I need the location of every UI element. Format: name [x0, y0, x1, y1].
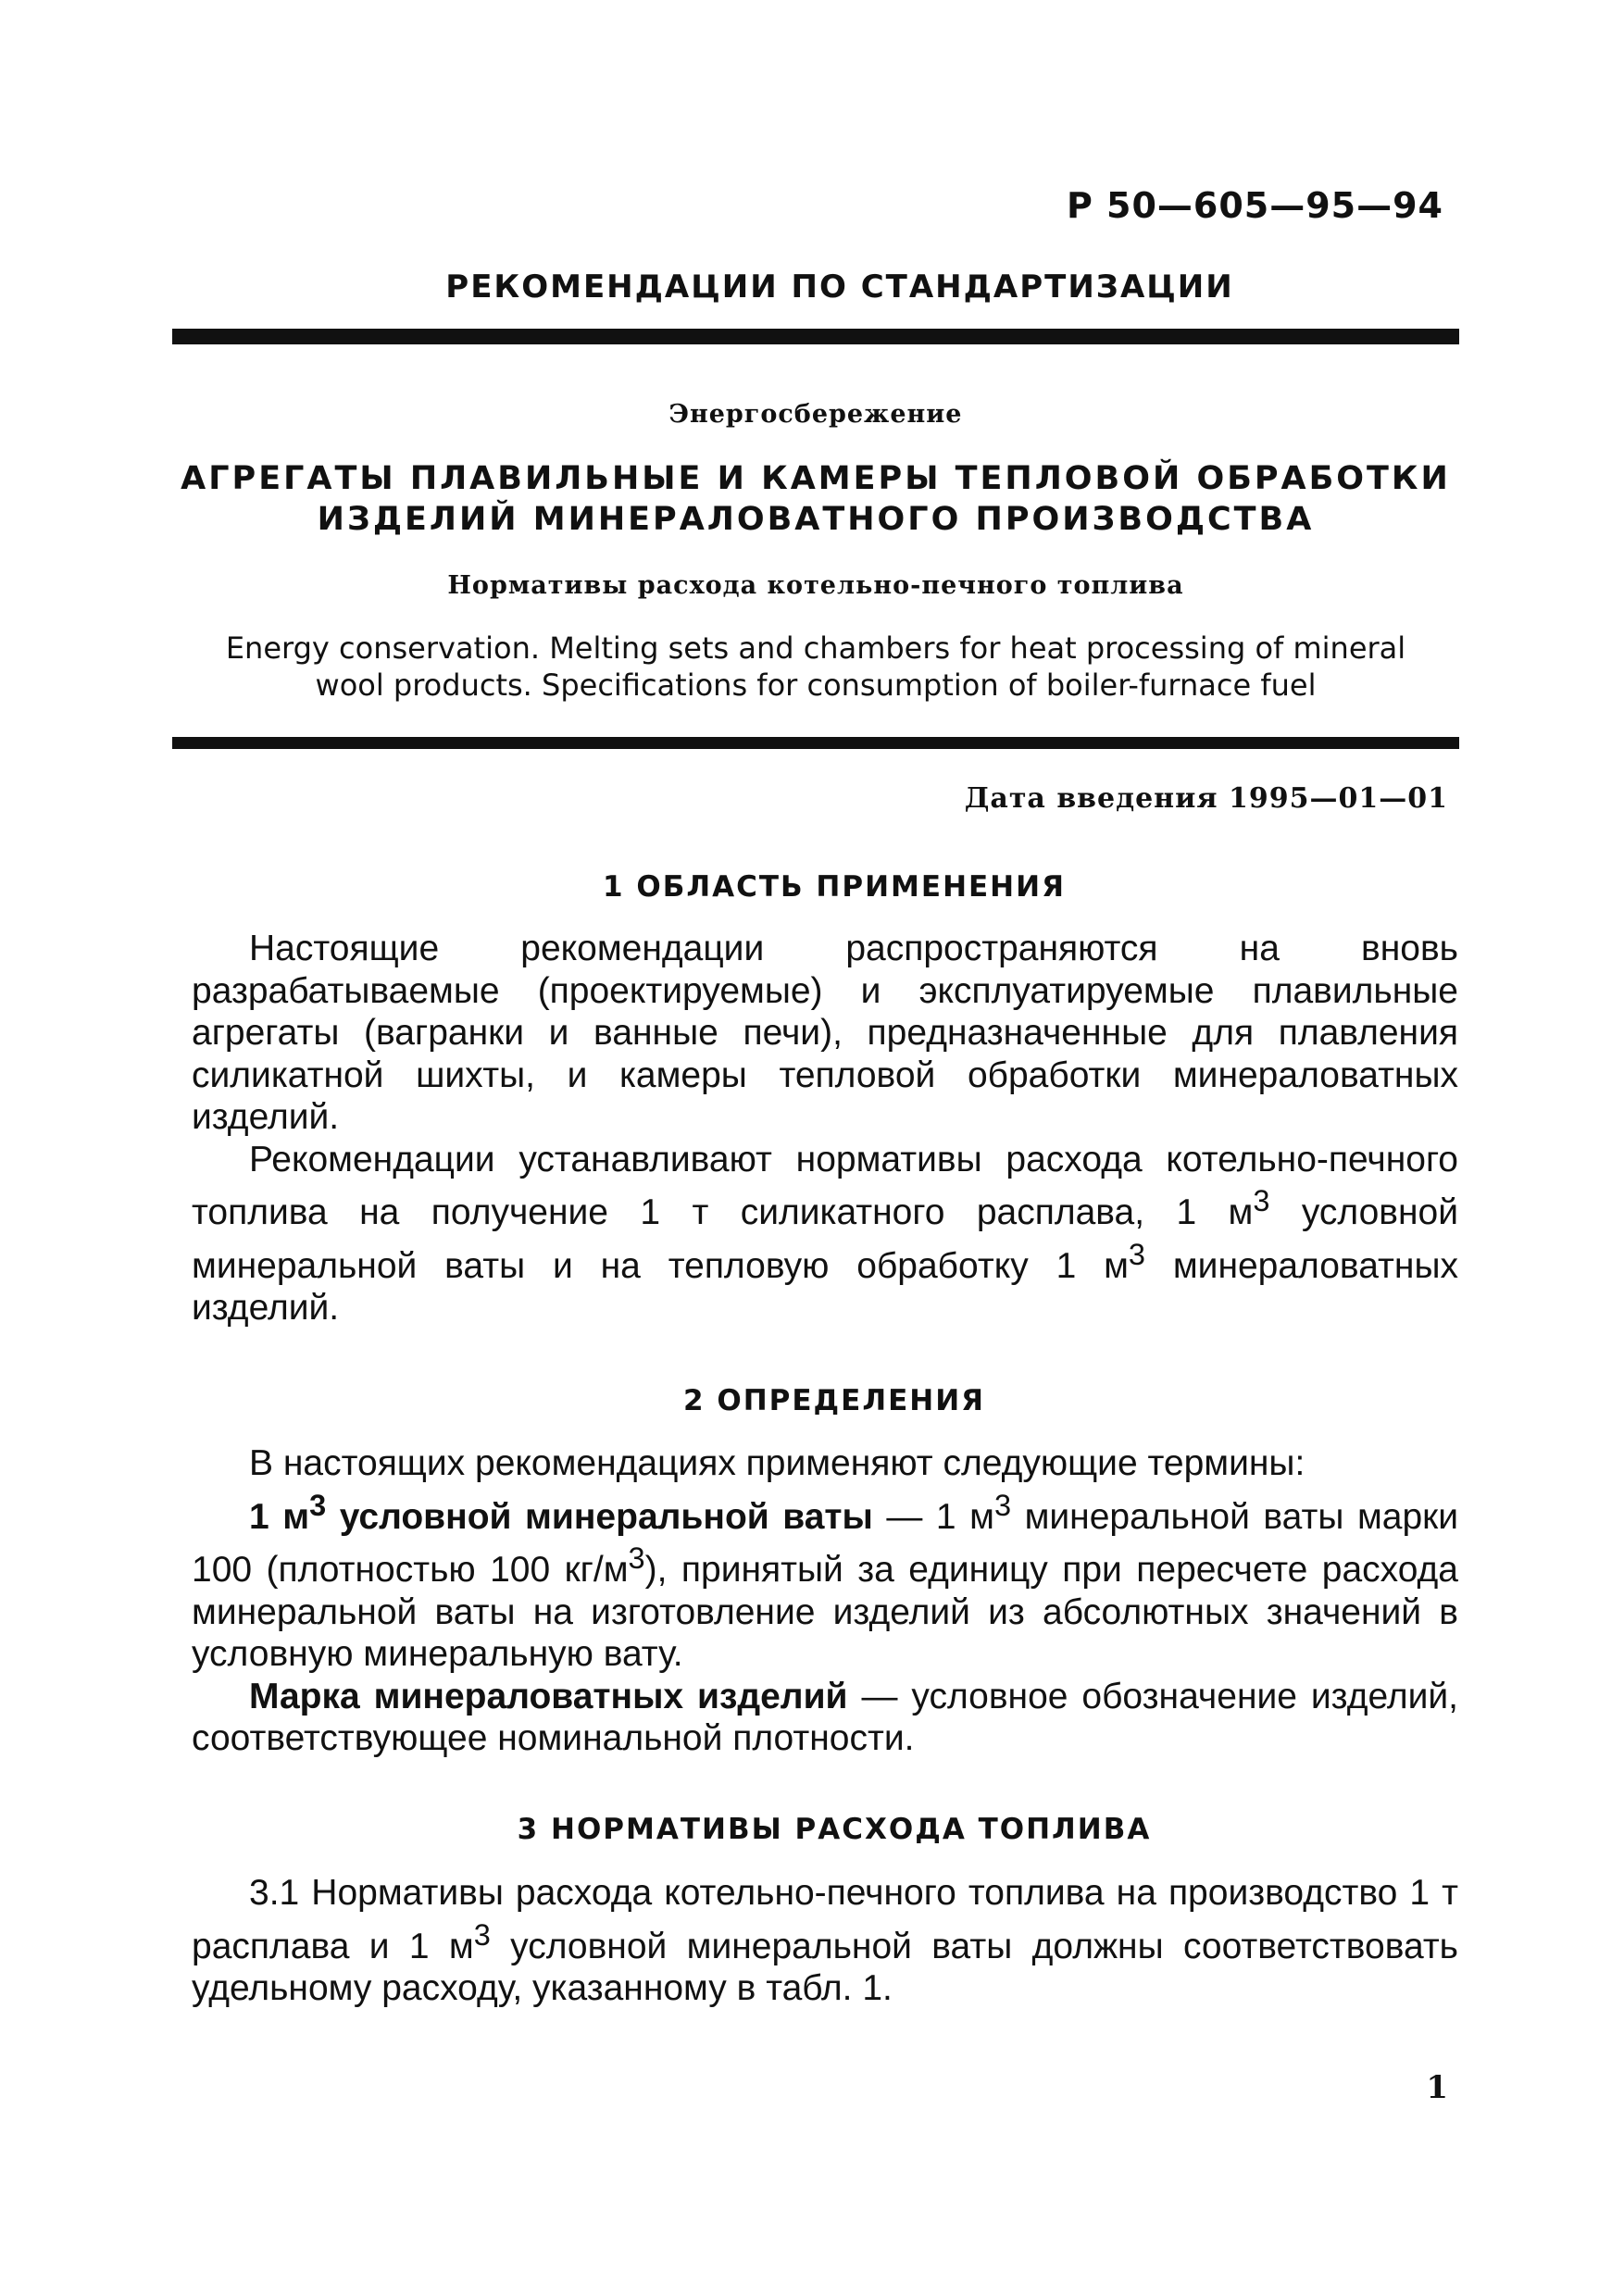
section-1-paragraph-1: Настоящие рекомендации распространяются на вновь разрабатываемые (проектируемые) и эксплуатируемые плавильные агрегаты (вагранки и ванные печи), предназначенные для плавления силикатной шихты, и камеры тепловой обработки минераловатных изделий. [192, 929, 1458, 1137]
english-title [172, 630, 1459, 704]
document-series: РЕКОМЕНДАЦИИ ПО СТАНДАРТИЗАЦИИ [445, 268, 1234, 306]
title-line-1: АГРЕГАТЫ ПЛАВИЛЬНЫЕ И КАМЕРЫ ТЕПЛОВОЙ ОБРАБОТКИ [181, 460, 1451, 497]
english-title-line-2: wool products. Specifications for consumption of boiler-furnace fuel [315, 668, 1317, 703]
section-2-heading: 2 ОПРЕДЕЛЕНИЯ [682, 1384, 986, 1417]
title-rule [172, 737, 1459, 749]
section-3-paragraph-1: 3.1 Нормативы расхода котельно-печного топлива на производство 1 т расплава и 1 $м^3$ условной минеральной ваты должны соответствовать удельному расходу, указанному в табл. 1. [192, 1873, 1458, 2008]
section-3-heading: 3 НОРМАТИВЫ РАСХОДА ТОПЛИВА [517, 1813, 1152, 1846]
page-number: 1 [1426, 2069, 1448, 2106]
definition-conditional-wool: 1 $м^3$ условной минеральной ваты — 1 $м^3$ минеральной ваты марки 100 (плотностью 100 $кг/м^3$), принятый за единицу при пересчете расхода минеральной ваты на изготовление изделий из абсолютных значений в условную минеральную вату. [192, 1488, 1458, 1674]
term-product-grade: Марка минераловатных изделий [249, 1676, 848, 1716]
introduction-date: Дата введения 1995—01—01 [964, 782, 1448, 815]
term-conditional-wool: 1 $м^3$ условной минеральной ваты [249, 1488, 873, 1537]
section-2-intro: В настоящих рекомендациях применяют следующие термины: [249, 1443, 1305, 1483]
section-3-body [192, 1872, 1458, 2010]
section-1-heading: 1 ОБЛАСТЬ ПРИМЕНЕНИЯ [603, 870, 1066, 904]
document-title [172, 458, 1459, 540]
section-2-body [192, 1442, 1458, 1760]
section-1-paragraph-2: Рекомендации устанавливают нормативы расхода котельно-печного топлива на получение 1 т силикатного расплава, 1 $м^3$ условной минеральной ваты и на тепловую обработку 1 $м^3$ минераловатных изделий. [192, 1139, 1459, 1328]
document-code: Р 50—605—95—94 [1066, 185, 1443, 226]
title-line-2: ИЗДЕЛИЙ МИНЕРАЛОВАТНОГО ПРОИЗВОДСТВА [317, 501, 1315, 538]
header-rule [172, 329, 1459, 344]
section-1-body [192, 928, 1458, 1329]
definition-product-grade: Марка минераловатных изделий — условное обозначение изделий, соответствующее номинальной плотности. [192, 1676, 1459, 1758]
document-subtitle: Нормативы расхода котельно-печного топлива [447, 571, 1184, 600]
english-title-line-1: Energy conservation. Melting sets and chambers for heat processing of mineral [225, 630, 1406, 666]
subject-line: Энергосбережение [668, 400, 963, 429]
